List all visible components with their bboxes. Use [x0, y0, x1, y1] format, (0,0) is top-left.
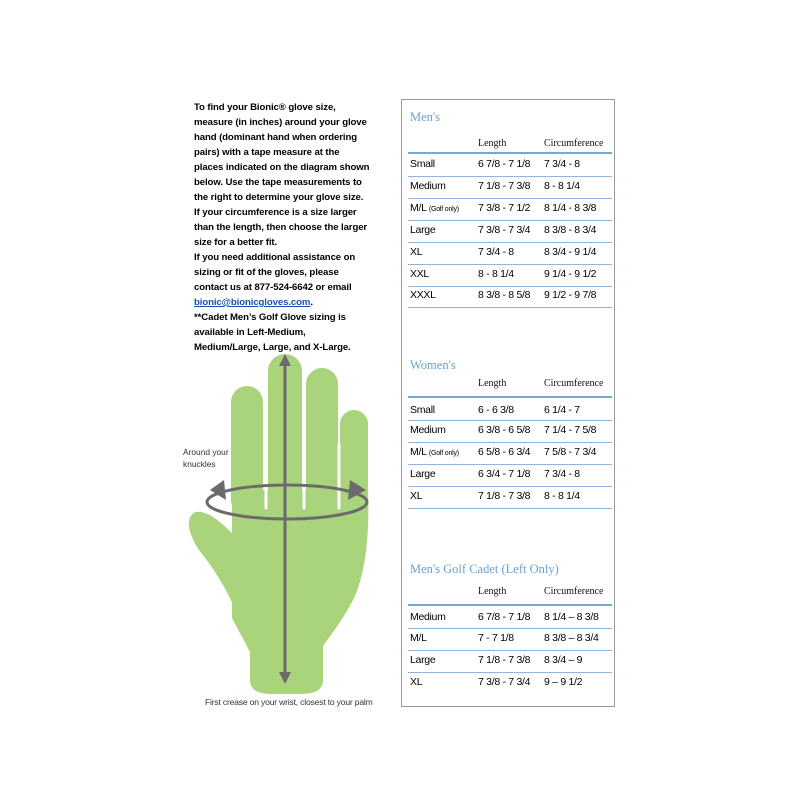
cadet-length-header: Length	[478, 586, 507, 597]
table-row	[408, 672, 612, 693]
circumference-cell: 9 1/4 - 9 1/2	[544, 268, 597, 280]
divider	[408, 604, 612, 606]
length-cell: 6 3/8 - 6 5/8	[478, 424, 531, 436]
length-cell: 7 3/4 - 8	[478, 246, 514, 258]
table-row	[408, 420, 612, 441]
size-cell: XL	[410, 676, 423, 688]
length-cell: 7 1/8 - 7 3/8	[478, 654, 531, 666]
length-cell: 7 1/8 - 7 3/8	[478, 490, 531, 502]
size-cell: M/L (Golf only)	[410, 446, 459, 458]
size-cell: XL	[410, 246, 423, 258]
knuckles-label	[183, 446, 239, 470]
length-cell: 7 3/8 - 7 1/2	[478, 202, 531, 214]
length-cell: 6 - 6 3/8	[478, 404, 514, 416]
circumference-cell: 7 5/8 - 7 3/4	[544, 446, 597, 458]
cadet-note-line: Medium/Large, Large, and X-Large.	[194, 342, 351, 353]
womens-circumference-header: Circumference	[544, 378, 604, 389]
divider	[408, 508, 612, 509]
size-cell: Medium	[410, 180, 446, 192]
circumference-cell: 8 - 8 1/4	[544, 490, 580, 502]
instruction-line: To find your Bionic® glove size,	[194, 102, 336, 113]
table-row	[408, 628, 612, 649]
size-chart	[401, 99, 615, 707]
hand-illustration	[180, 340, 400, 720]
instruction-line: pairs) with a tape measure at the	[194, 147, 340, 158]
table-row	[408, 242, 612, 263]
wrist-label: First crease on your wrist, closest to your palm	[205, 697, 373, 707]
size-cell: Large	[410, 468, 436, 480]
table-row	[408, 264, 612, 285]
instruction-line: size for a better fit.	[194, 237, 278, 248]
circumference-cell: 7 1/4 - 7 5/8	[544, 424, 597, 436]
length-cell: 7 3/8 - 7 3/4	[478, 676, 531, 688]
hand-diagram	[180, 340, 400, 720]
circumference-cell: 7 3/4 - 8	[544, 158, 580, 170]
size-cell: XXXL	[410, 289, 436, 301]
length-cell: 8 - 8 1/4	[478, 268, 514, 280]
table-row	[408, 154, 612, 175]
instruction-line: than the length, then choose the larger	[194, 222, 368, 233]
table-row	[408, 607, 612, 628]
email-line	[194, 295, 384, 310]
mens-length-header: Length	[478, 138, 507, 149]
length-cell: 6 7/8 - 7 1/8	[478, 158, 531, 170]
instruction-line: If your circumference is a size larger	[194, 207, 357, 218]
table-row	[408, 400, 612, 421]
length-cell: 6 7/8 - 7 1/8	[478, 611, 531, 623]
size-cell: XL	[410, 490, 423, 502]
circumference-cell: 8 3/8 – 8 3/4	[544, 632, 599, 644]
size-cell: Small	[410, 158, 435, 170]
circumference-cell: 8 3/4 – 9	[544, 654, 583, 666]
circumference-cell: 6 1/4 - 7	[544, 404, 580, 416]
circumference-cell: 8 1/4 – 8 3/8	[544, 611, 599, 623]
cadet-note-line: **Cadet Men’s Golf Glove sizing is	[194, 312, 346, 323]
table-row	[408, 220, 612, 241]
size-cell: M/L (Golf only)	[410, 202, 459, 214]
circumference-cell: 8 - 8 1/4	[544, 180, 580, 192]
size-cell: M/L	[410, 632, 427, 644]
length-cell: 7 3/8 - 7 3/4	[478, 224, 531, 236]
divider	[408, 396, 612, 398]
knuckles-label-line: knuckles	[183, 459, 216, 469]
cadet-note-line: available in Left-Medium,	[194, 327, 306, 338]
knuckles-label-line: Around your	[183, 447, 229, 457]
instruction-line: places indicated on the diagram shown	[194, 162, 370, 173]
size-cell: Medium	[410, 424, 446, 436]
instruction-line: sizing or fit of the gloves, please	[194, 267, 339, 278]
table-row	[408, 442, 612, 463]
circumference-cell: 8 3/4 - 9 1/4	[544, 246, 597, 258]
cadet-title: Men's Golf Cadet (Left Only)	[410, 562, 559, 576]
mens-circumference-header: Circumference	[544, 138, 604, 149]
instruction-line: If you need additional assistance on	[194, 252, 356, 263]
womens-title: Women's	[410, 358, 456, 372]
cadet-circumference-header: Circumference	[544, 586, 604, 597]
table-row	[408, 285, 612, 306]
email-link[interactable]: bionic@bionicgloves.com	[194, 297, 311, 308]
length-cell: 7 - 7 1/8	[478, 632, 514, 644]
size-cell: Large	[410, 654, 436, 666]
circumference-cell: 7 3/4 - 8	[544, 468, 580, 480]
table-row	[408, 650, 612, 671]
circumference-cell: 8 3/8 - 8 3/4	[544, 224, 597, 236]
length-cell: 6 3/4 - 7 1/8	[478, 468, 531, 480]
table-row	[408, 486, 612, 507]
circumference-cell: 9 – 9 1/2	[544, 676, 583, 688]
length-cell: 6 5/8 - 6 3/4	[478, 446, 531, 458]
table-row	[408, 198, 612, 219]
instruction-line: contact us at 877-524-6642 or email	[194, 282, 352, 293]
instruction-line: measure (in inches) around your glove	[194, 117, 367, 128]
instruction-line: the right to determine your glove size.	[194, 192, 364, 203]
size-cell: Small	[410, 404, 435, 416]
length-cell: 8 3/8 - 8 5/8	[478, 289, 531, 301]
circumference-cell: 9 1/2 - 9 7/8	[544, 289, 597, 301]
sizing-instructions	[194, 100, 384, 355]
instruction-line: below. Use the tape measurements to	[194, 177, 362, 188]
hand-shape-icon	[189, 354, 368, 694]
size-cell: Medium	[410, 611, 446, 623]
divider	[408, 307, 612, 308]
size-cell: XXL	[410, 268, 429, 280]
womens-length-header: Length	[478, 378, 507, 389]
size-cell: Large	[410, 224, 436, 236]
length-cell: 7 1/8 - 7 3/8	[478, 180, 531, 192]
instruction-line: hand (dominant hand when ordering	[194, 132, 357, 143]
mens-title: Men's	[410, 110, 441, 124]
table-row	[408, 464, 612, 485]
table-row	[408, 176, 612, 197]
circumference-cell: 8 1/4 - 8 3/8	[544, 202, 597, 214]
email-suffix: .	[310, 297, 313, 308]
